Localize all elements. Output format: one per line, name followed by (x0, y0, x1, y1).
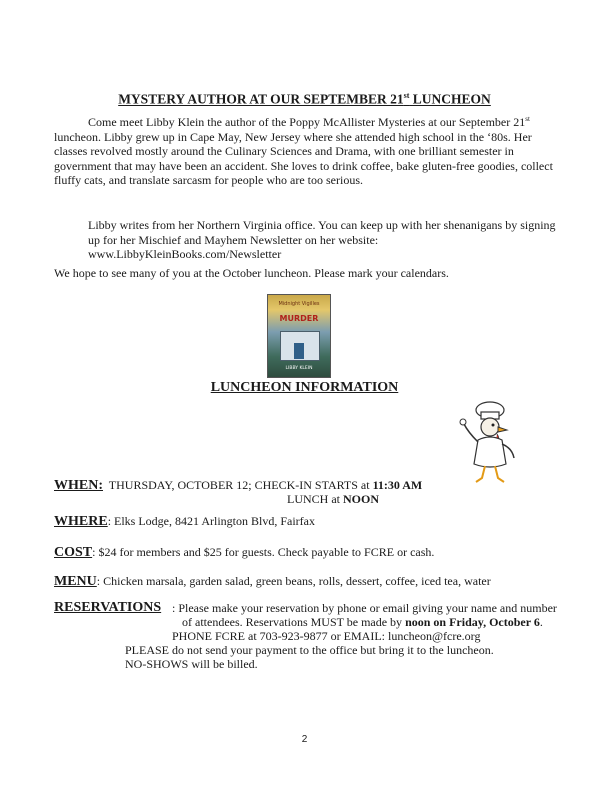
reservations-contact: PHONE FCRE at 703-923-9877 or EMAIL: luncheon@fcre.org (172, 629, 481, 643)
newsletter-url: www.LibbyKleinBooks.com/Newsletter (88, 247, 282, 261)
where-row: WHERE: Elks Lodge, 8421 Arlington Blvd, Fairfax (54, 514, 316, 529)
lunch-time-row: LUNCH at NOON (287, 492, 379, 506)
reservations-line-1: : Please make your reservation by phone or email giving your name and number (172, 601, 557, 615)
article-paragraph-1: Come meet Libby Klein the author of the Poppy McAllister Mysteries at our September 21st luncheon. Libby grew up in Cape May, New Jersey where she attended high school in the ‘80s. Her classes revolved mostly around the Culinary Sciences and Drama, with one brilliant semester in government that may have been an accident. She loves to drink coffee, bake gluten-free goodies, collect fluffy cats, and translate sarcasm for people who are too serious. (54, 115, 553, 187)
book-cover-icon: Midnight Vigilles MURDER LIBBY KLEIN (267, 294, 331, 378)
article-title: MYSTERY AUTHOR AT OUR SEPTEMBER 21st LUNCHEON (118, 91, 491, 107)
cost-row: COST: $24 for members and $25 for guests. Check payable to FCRE or cash. (54, 545, 435, 560)
luncheon-heading: LUNCHEON INFORMATION (210, 380, 399, 395)
reservations-no-show-note: NO-SHOWS will be billed. (125, 657, 258, 671)
reservations-label: RESERVATIONS (54, 600, 162, 615)
menu-row: MENU: Chicken marsala, garden salad, green beans, rolls, dessert, coffee, iced tea, water (54, 574, 491, 589)
reservations-line-2: of attendees. Reservations MUST be made by noon on Friday, October 6. (182, 615, 543, 629)
page-number: 2 (301, 734, 308, 745)
reservations-payment-note: PLEASE do not send your payment to the office but bring it to the luncheon. (125, 643, 494, 657)
when-row: WHEN: THURSDAY, OCTOBER 12; CHECK-IN STARTS at 11:30 AM (54, 478, 423, 493)
article-paragraph-3: We hope to see many of you at the October luncheon. Please mark your calendars. (54, 266, 449, 280)
chef-rooster-icon (445, 400, 535, 490)
article-paragraph-2: Libby writes from her Northern Virginia office. You can keep up with her shenanigans by signing up for her Mischief and Mayhem Newsletter on her website: www.LibbyKleinBooks.com/Newsletter (88, 218, 558, 262)
